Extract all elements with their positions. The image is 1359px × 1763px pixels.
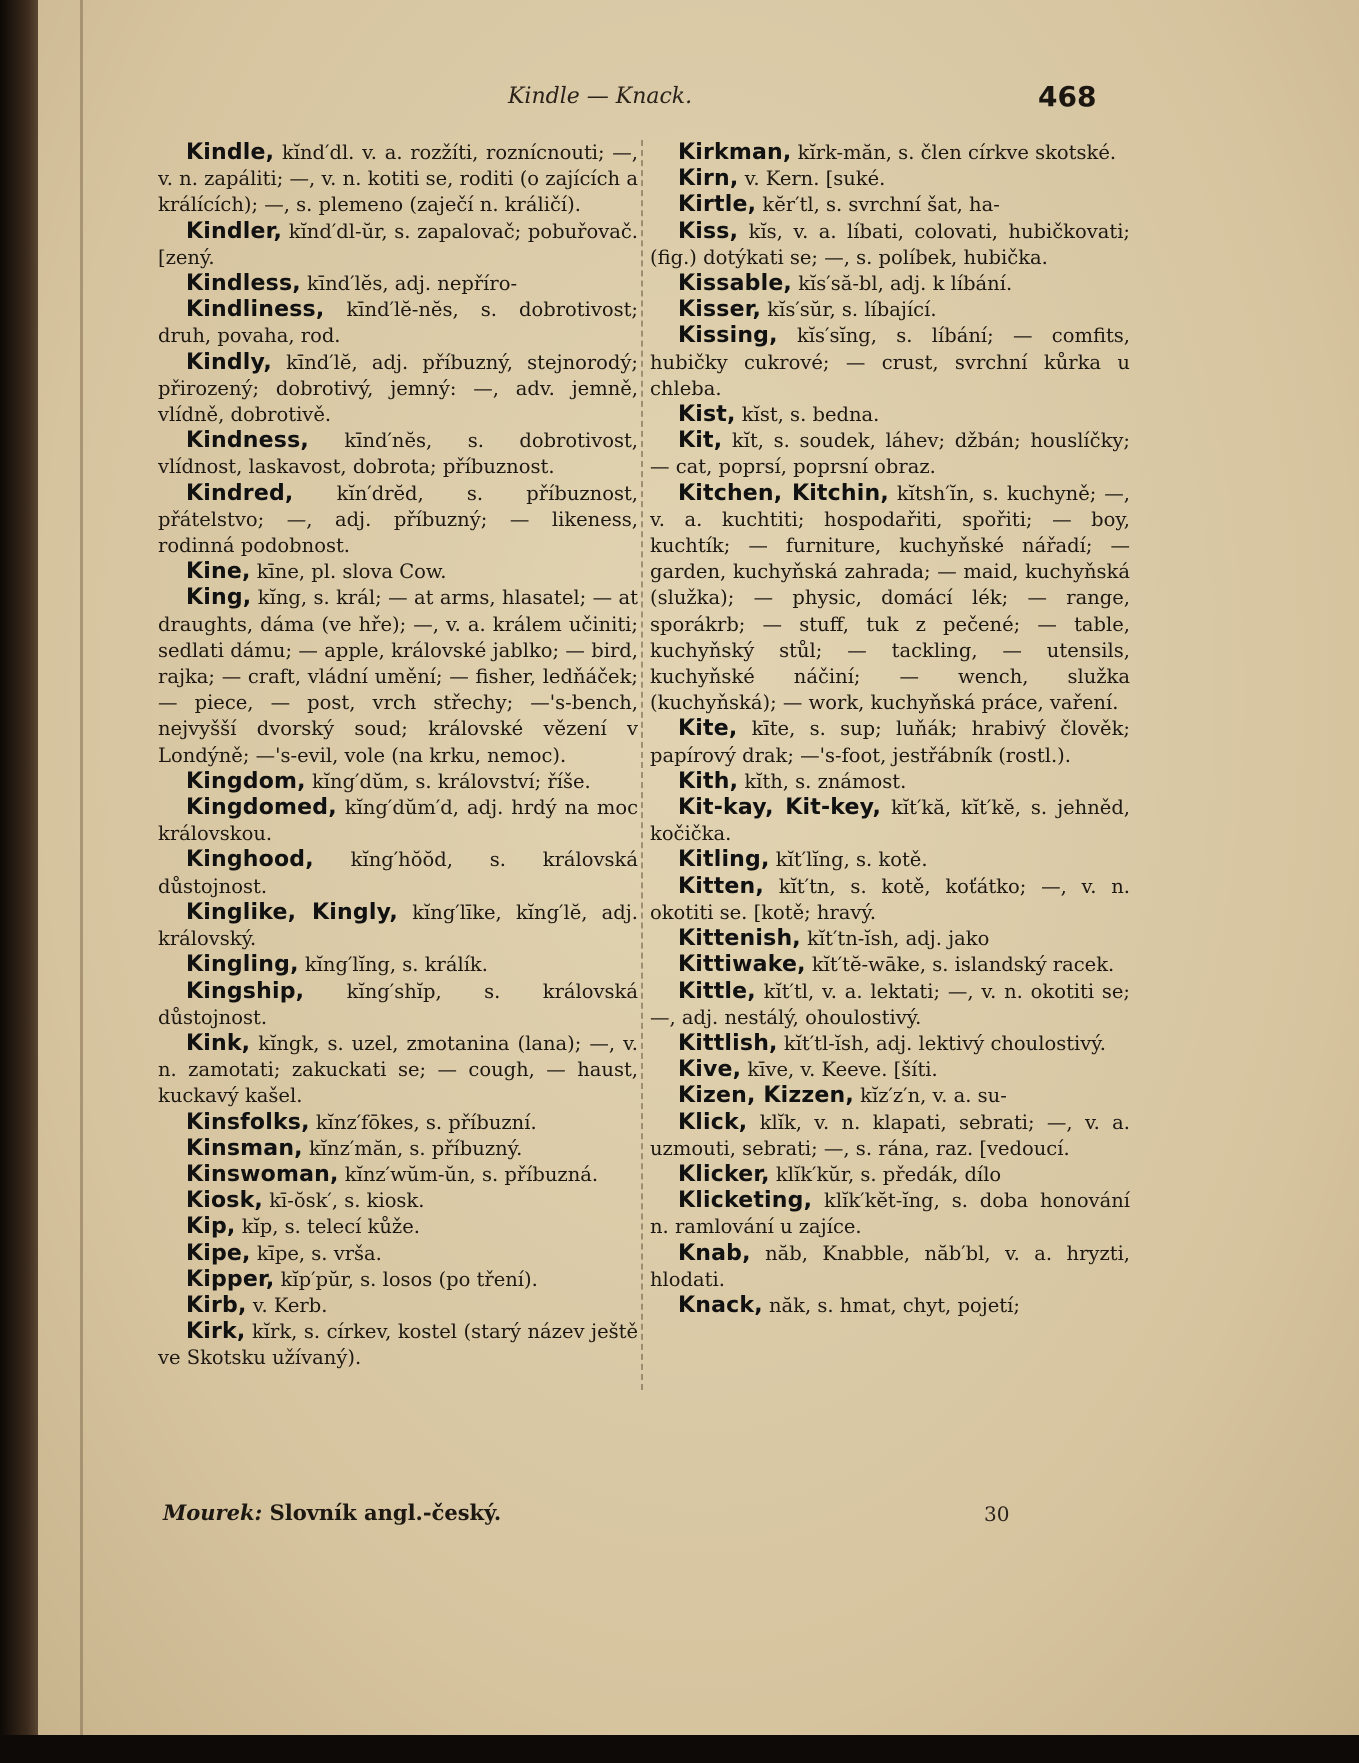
dictionary-entry [650,428,1130,480]
entry-definition: kĭng′līke, kĭng′lĕ, adj. královský. [158,900,638,951]
dictionary-entry [158,847,638,899]
dictionary-entry [158,585,638,768]
entry-definition: kĭs, v. a. líbati, colovati, hubičkovati; (fig.) dotýkati se; —, s. políbek, hubička. [650,219,1130,269]
entry-definition: kĭp, s. telecí kůže. [241,1215,420,1239]
entry-definition: kĭng′shĭp, s. královská důstojnost. [158,979,638,1029]
entry-headword: Kindler, [186,218,283,244]
entry-headword: Kirtle, [678,192,757,218]
dictionary-entry [158,1293,638,1319]
entry-headword: Kingdom, [186,768,306,794]
entry-headword: Knack, [678,1292,763,1318]
entry-headword: Kissable, [678,271,792,297]
entry-definition: kĭz′z′n, v. a. su- [860,1084,1007,1108]
entry-definition: kĭng′lĭng, s. králík. [304,953,488,977]
entry-headword: Kirn, [678,166,739,192]
entry-definition: kĭs′sŭr, s. líbající. [767,298,937,322]
right-column [650,140,1130,1319]
entry-definition: kĕr′tl, s. svrchní šat, ha- [762,193,1000,217]
entry-definition: kĭt′tn-ĭsh, adj. jako [807,927,990,951]
entry-headword: Kirkman, [678,140,792,165]
entry-headword: Kink, [186,1030,251,1056]
running-head: Kindle — Knack. [508,84,693,109]
dictionary-entry [650,402,1130,428]
entry-headword: King, [186,585,252,611]
entry-headword: Kindred, [186,480,294,506]
entry-headword: Kinsman, [186,1135,303,1161]
entry-headword: Kinglike, Kingly, [186,899,398,925]
entry-definition: klĭk, v. n. klapati, sebrati; —, v. a. uzmouti, sebrati; —, s. rána, raz. [vedoucí. [650,1110,1130,1160]
entry-definition: kĭt′lĭng, s. kotě. [775,848,928,872]
page-header [38,80,1359,120]
entry-definition: kĭngk, s. uzel, zmotanina (lana); —, v. n. zamotati; zakuckati se; — cough, — haust, kuckavý kašel. [158,1031,638,1108]
entry-headword: Klicker, [678,1161,770,1187]
entry-definition: v. Kerb. [252,1293,328,1317]
dictionary-entry [650,166,1130,192]
entry-definition: kīnd′lĕs, adj. nepříro- [307,272,518,296]
entry-definition: kĭrk-măn, s. člen církve skotské. [797,141,1117,164]
entry-headword: Kindliness, [186,297,325,323]
entry-headword: Kinghood, [186,847,314,873]
printer-signature: 30 [984,1502,1010,1526]
entry-definition: kĭng′hŏŏd, s. královská důstojnost. [158,848,638,898]
dictionary-entry [650,1241,1130,1293]
entry-headword: Kindle, [186,140,275,165]
entry-headword: Kiss, [678,218,739,244]
entry-definition: kĭnd′dl-ŭr, s. zapalovač; pobuřovač. [zený. [158,219,638,269]
dictionary-entry [158,1241,638,1267]
entry-headword: Kisser, [678,297,762,323]
dictionary-entry [650,219,1130,271]
dictionary-entry [650,874,1130,926]
dictionary-entry [650,140,1130,166]
dictionary-entry [158,1319,638,1371]
entry-headword: Kittlish, [678,1030,778,1056]
entry-definition: kīne, pl. slova Cow. [256,560,447,584]
dictionary-entry [650,192,1130,218]
dictionary-entry [650,1110,1130,1162]
entry-headword: Kit, [678,428,723,454]
entry-definition: kĭt′tĕ-wāke, s. islandský racek. [811,953,1115,977]
entry-definition: kĭng′dŭm, s. království; říše. [311,769,591,793]
entry-definition: kīte, s. sup; luňák; hrabivý člověk; papírový drak; —'s-foot, jestřábník (rostl.). [650,717,1130,767]
entry-headword: Kissing, [678,323,778,349]
entry-definition: kĭt′kă, kĭt′kĕ, s. jehněd, kočička. [650,796,1131,846]
entry-definition: kĭth, s. známost. [744,769,907,793]
footer-title: Slovník angl.-český. [269,1500,502,1525]
dictionary-entry [158,271,638,297]
dictionary-entry [158,952,638,978]
dictionary-entry [158,1188,638,1214]
book-page [38,0,1359,1735]
entry-definition: kĭt′tl, v. a. lektati; —, v. n. okotiti se; —, adj. nestálý, ohoulostivý. [650,979,1131,1029]
entry-definition: kī-ŏsk′, s. kiosk. [269,1189,425,1213]
dictionary-entry [650,716,1130,768]
entry-headword: Kite, [678,716,738,742]
entry-headword: Kive, [678,1057,742,1083]
entry-headword: Kith, [678,768,739,794]
dictionary-entry [650,979,1130,1031]
dictionary-entry [158,559,638,585]
dictionary-entry [158,1110,638,1136]
entry-definition: kĭs′să-bl, adj. k líbání. [798,272,1013,296]
dictionary-entry [650,1057,1130,1083]
entry-definition: kĭs′sĭng, s. líbání; — comfits, hubičky cukrové; — crust, svrchní kůrka u chleba. [650,324,1130,400]
footer-author: Mourek: [163,1500,263,1525]
entry-headword: Kitchen, Kitchin, [678,480,889,506]
dictionary-entry [158,769,638,795]
dictionary-entry [650,271,1130,297]
dictionary-entry [158,979,638,1031]
entry-headword: Kizen, Kizzen, [678,1083,854,1109]
entry-headword: Kindly, [186,349,272,375]
entry-headword: Klicketing, [678,1188,813,1214]
entry-headword: Kindless, [186,271,301,297]
dictionary-entry [158,219,638,271]
entry-definition: kĭnd′dl. v. a. rozžíti, roznícnouti; —, v. n. zapáliti; —, v. n. kotiti se, roditi (o zajících a králících); —, s. plemeno (zaječí n. králičí). [158,141,639,217]
entry-definition: kīnd′nĕs, s. dobrotivost, vlídnost, laskavost, dobrota; příbuznost. [158,429,638,479]
entry-definition: kĭtsh′ĭn, s. kuchyně; —, v. a. kuchtiti; hospodařiti, spořiti; — boy, kuchtík; — furniture, kuchyňské nářadí; — garden, kuchyňská zahrada; — maid, kuchyňská (služka); — physic, domácí lék; — range, sporákrb; — stuff, tuk z pečené; — table, kuchyňský stůl; — tackling, — utensils, kuchyňské náčiní; — wench, služka (kuchyňská); — work, kuchyňská práce, vaření. [650,481,1130,715]
entry-headword: Kirk, [186,1319,246,1345]
book-spine [0,0,38,1763]
dictionary-entry [158,350,638,429]
dictionary-entry [650,1083,1130,1109]
dictionary-entry [158,900,638,952]
entry-definition: kīpe, s. vrša. [256,1241,382,1265]
dictionary-entry [158,795,638,847]
entry-definition: năk, s. hmat, chyt, pojetí; [769,1293,1020,1317]
entry-definition: kīnd′lĕ-nĕs, s. dobrotivost; druh, povaha, rod. [158,298,638,348]
dictionary-entry [650,297,1130,323]
entry-definition: kĭt′tn, s. kotě, koťátko; —, v. n. okotiti se. [kotě; hravý. [650,874,1130,924]
dictionary-entry [650,795,1130,847]
entry-headword: Kipe, [186,1240,251,1266]
entry-headword: Kirb, [186,1292,247,1318]
entry-headword: Kine, [186,559,251,585]
entry-definition: kīnd′lĕ, adj. příbuzný, stejnorodý; přirozený; dobrotivý, jemný: —, adv. jemně, vlídně, dobrotivě. [158,350,638,427]
dictionary-entry [158,428,638,480]
entry-definition: klĭk′kŭr, s. předák, dílo [775,1162,1002,1186]
entry-headword: Klick, [678,1109,748,1135]
entry-definition: v. Kern. [suké. [744,167,886,191]
dictionary-entry [650,952,1130,978]
entry-definition: kĭng′dŭm′d, adj. hrdý na moc královskou. [158,796,639,846]
entry-definition: klĭk′kĕt-ĭng, s. doba honování n. ramlování u zajíce. [650,1189,1130,1239]
dictionary-entry [650,1188,1130,1240]
entry-definition: kĭnz′măn, s. příbuzný. [308,1136,523,1160]
entry-definition: kĭt, s. soudek, láhev; džbán; houslíčky; — cat, poprsí, poprsní obraz. [650,429,1130,479]
dictionary-entry [650,323,1130,402]
entry-headword: Kitling, [678,847,770,873]
dictionary-entry [158,1214,638,1240]
dictionary-entry [650,769,1130,795]
entry-definition: kĭnz′fōkes, s. příbuzní. [315,1110,537,1134]
entry-headword: Kinswoman, [186,1161,339,1187]
entry-headword: Kittenish, [678,926,801,952]
entry-definition: kĭnz′wŭm-ŭn, s. příbuzná. [344,1162,599,1186]
dictionary-entry [650,926,1130,952]
entry-headword: Kittiwake, [678,952,806,978]
entry-definition: năb, Knabble, năb′bl, v. a. hryzti, hlodati. [650,1241,1130,1291]
dictionary-entry [650,481,1130,717]
footer-source [163,1500,501,1525]
dictionary-entry [158,1136,638,1162]
dictionary-entry [158,140,638,219]
entry-definition: kĭp′pŭr, s. losos (po tření). [280,1267,538,1291]
entry-headword: Kingdomed, [186,795,337,821]
entry-definition: kĭrk, s. církev, kostel (starý název ještě ve Skotsku užívaný). [158,1320,638,1370]
entry-headword: Kittle, [678,978,756,1004]
gutter-line [80,0,83,1735]
entry-definition: kĭn′drĕd, s. příbuznost, přátelstvo; —, adj. příbuzný; — likeness, rodinná podobnost. [158,481,638,558]
dictionary-entry [650,1162,1130,1188]
entry-headword: Kindness, [186,428,309,454]
page-number: 468 [1038,80,1097,113]
entry-headword: Kipper, [186,1266,275,1292]
entry-definition: kĭt′tl-ĭsh, adj. lektivý choulostivý. [783,1031,1106,1055]
page-footer [38,1500,1359,1540]
entry-definition: kīve, v. Keeve. [šíti. [747,1058,938,1082]
entry-headword: Knab, [678,1240,751,1266]
left-column [158,140,638,1372]
entry-headword: Kingling, [186,952,299,978]
entry-headword: Kinsfolks, [186,1109,310,1135]
scan-bottom-edge [0,1735,1359,1763]
entry-definition: kĭst, s. bedna. [741,403,880,427]
entry-headword: Kitten, [678,873,764,899]
dictionary-entry [158,297,638,349]
dictionary-entry [158,481,638,560]
entry-headword: Kip, [186,1214,236,1240]
entry-headword: Kist, [678,402,736,428]
dictionary-entry [158,1162,638,1188]
entry-definition: kĭng, s. král; — at arms, hlasatel; — at draughts, dáma (ve hře); —, v. a. králem učiniti; sedlati dámu; — apple, královské jablko; — bird, rajka; — craft, vládní umění; — fisher, ledňáček; — piece, — post, vrch střechy; —'s-bench, nejvyšší dvorský soud; královské vězení v Londýně; —'s-evil, vole (na krku, nemoc). [158,586,638,767]
entry-headword: Kit-kay, Kit-key, [678,795,882,821]
column-divider [641,140,644,1390]
dictionary-entry [650,1293,1130,1319]
dictionary-entry [158,1267,638,1293]
entry-headword: Kingship, [186,978,305,1004]
dictionary-entry [650,1031,1130,1057]
entry-headword: Kiosk, [186,1188,263,1214]
dictionary-entry [158,1031,638,1110]
dictionary-entry [650,847,1130,873]
